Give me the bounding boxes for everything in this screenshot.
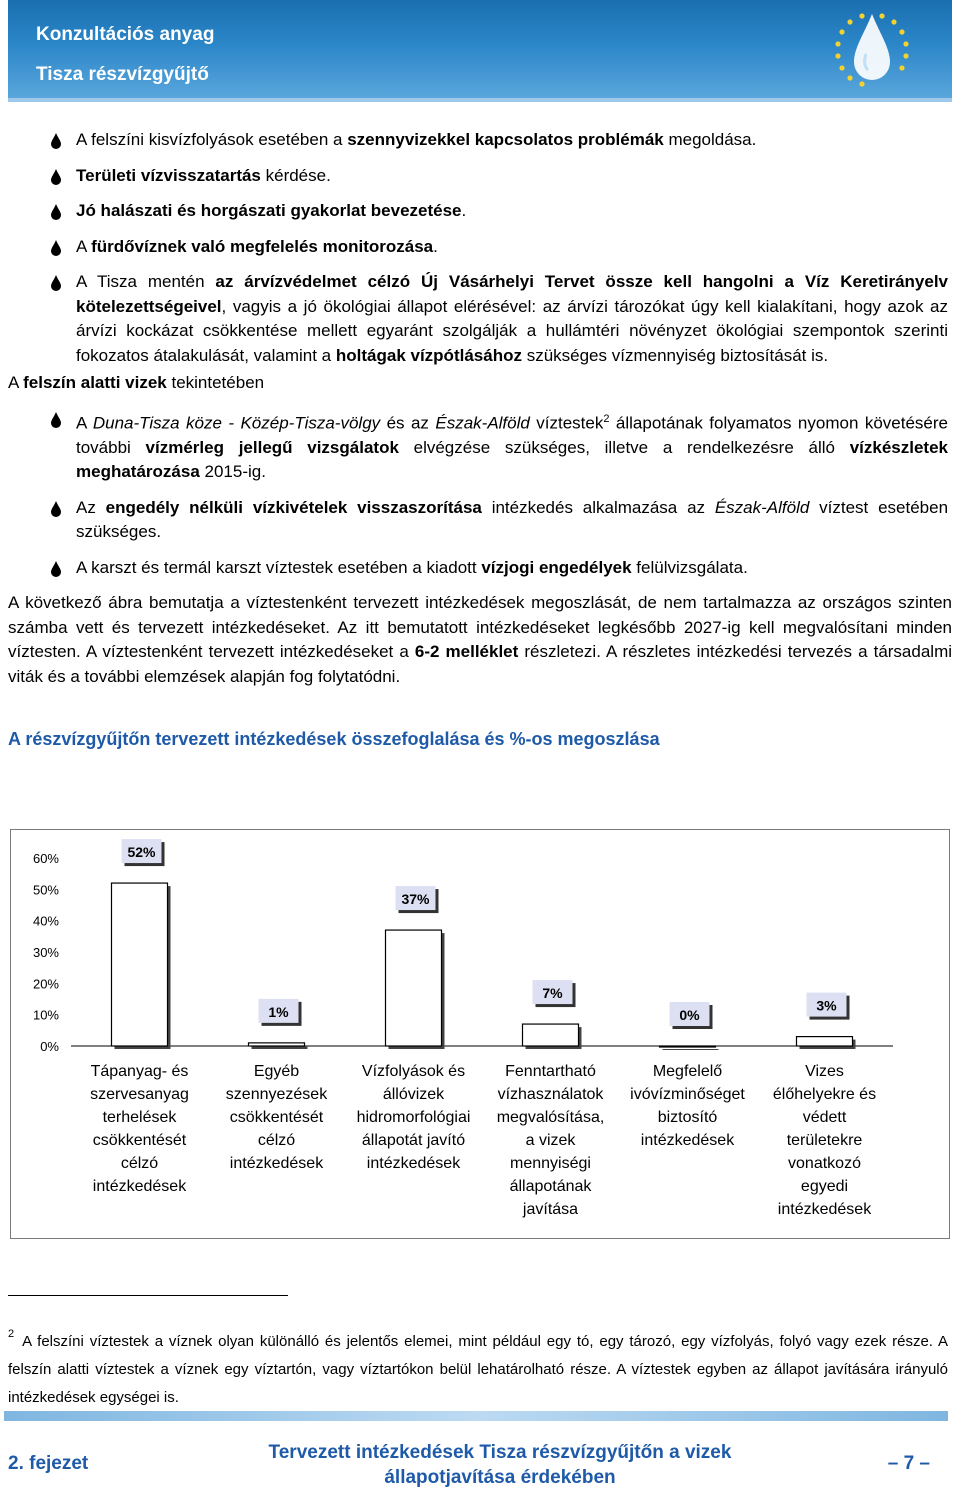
header-subtitle: Tisza részvízgyűjtő	[36, 64, 209, 85]
text-run: holtágak vízpótlásához	[335, 345, 522, 365]
category-label-line: intézkedések	[777, 1201, 872, 1218]
bar	[249, 1043, 305, 1046]
text-run: A felszíni kisvízfolyások esetében a	[76, 130, 348, 149]
category-label-line: csökkentését	[92, 1132, 187, 1149]
bullet-item	[0, 235, 960, 260]
text-run: A következő ábra bemutatja a víztestenként tervezett intézkedések megoszlását, de nem tartalmazza az országos szinten számba vett és tervezett intézkedéseket. Az itt bemutatott intézkedéseket legkésőbb 2027-ig kell megvalósítani minden víztesten. A víztestenként tervezett intézkedéseket a	[8, 593, 952, 662]
bar	[386, 930, 442, 1046]
text-run: részletezi. A részletes intézkedési tervezés a társadalmi viták és a további elemzések alapján fog folytatódni.	[8, 642, 953, 686]
category-label-line: ivóvízminőséget	[630, 1086, 745, 1103]
text-run: állapotának folyamatos nyomon követésére további	[76, 413, 948, 457]
data-label: 1%	[268, 1003, 289, 1020]
bullet-item	[0, 407, 960, 485]
y-tick-label: 20%	[32, 976, 59, 992]
text-run: 6-2 melléklet	[414, 642, 519, 662]
category-label	[344, 1060, 484, 1175]
bullet-item	[0, 270, 960, 368]
page-number: – 7 –	[887, 1453, 930, 1474]
y-tick-label: 50%	[32, 882, 59, 898]
category-label-line: Egyéb	[253, 1063, 300, 1080]
category-label-line: élőhelyekre és	[772, 1086, 877, 1103]
category-label-line: biztosító	[657, 1109, 718, 1126]
text-run: elvégzése szükséges, illetve a rendelkezésre álló	[398, 437, 850, 457]
chart-frame	[10, 829, 950, 1239]
category-label-line: vízhasználatok	[497, 1086, 604, 1103]
text-run: A Tisza mentén	[76, 272, 216, 291]
text-run: megoldása.	[663, 130, 757, 149]
footnote-divider	[8, 1295, 288, 1296]
category-label-line: Tápanyag- és	[90, 1063, 189, 1080]
category-label-line: szervesanyag	[90, 1086, 189, 1103]
category-label	[207, 1060, 347, 1175]
text-run: vízjogi engedélyek	[481, 557, 632, 577]
text-run: , vagyis a jó ökológiai állapot elérésével: az árvízi tározókat úgy kell kialakítani, hogy azok az árvízi kockázat csökkentése mellett egyaránt szolgálják a hullámtéri növényzet ökológiai szempontok szerinti fokozatos átalakulását, valamint a	[76, 296, 948, 365]
footnote-text: A felszíni víztestek a víznek olyan különálló és jelentős elemei, mint például egy tó, egy tározó, egy vízfolyás, folyó vagy ezek része. A felszín alatti víztestek a víznek egy víztartón, vagy víztartókon belül lehatárolható része. A víztestek egyben az állapot javítására irányuló intézkedések egységei is.	[8, 1333, 948, 1406]
text-run: vízmérleg jellegű vizsgálatok	[145, 437, 399, 457]
text-run: 2	[603, 412, 610, 425]
text-run: víztestek	[529, 413, 604, 433]
bullet-item	[0, 128, 960, 153]
category-label-line: állapotának	[509, 1178, 592, 1195]
bullet-item	[0, 556, 960, 581]
footer-title-line2: állapotjavítása érdekében	[384, 1467, 616, 1488]
drop-bullet-icon	[50, 412, 62, 428]
footnote-number: 2	[8, 1328, 15, 1340]
main-content	[0, 128, 960, 752]
category-label-line: egyedi	[800, 1178, 849, 1195]
bullet-list-subsurface	[0, 407, 960, 581]
category-label-line: intézkedések	[640, 1132, 735, 1149]
y-tick-label: 40%	[32, 913, 59, 929]
bar	[523, 1024, 579, 1046]
text-run: Észak-Alföld	[714, 497, 810, 517]
drop-bullet-icon	[50, 133, 62, 149]
bullet-item	[0, 199, 960, 224]
footer-bar	[4, 1411, 948, 1421]
page-header	[8, 0, 952, 102]
data-label: 52%	[127, 844, 156, 861]
category-label-line: mennyiségi	[510, 1155, 591, 1172]
category-label-line: intézkedések	[92, 1178, 187, 1195]
category-label-line: Vizes	[805, 1063, 844, 1080]
category-label-line: a vizek	[525, 1132, 576, 1149]
drop-bullet-icon	[50, 561, 62, 577]
category-label-line: hidromorfológiai	[356, 1109, 471, 1126]
category-label-line: javítása	[522, 1201, 579, 1218]
eu-water-drop-logo-icon	[802, 4, 942, 96]
bar-shadow	[663, 1049, 719, 1050]
category-label-line: intézkedések	[366, 1155, 461, 1172]
category-label-line: védett	[802, 1109, 847, 1126]
text-run: Duna-Tisza köze - Közép-Tisza-völgy	[92, 413, 381, 433]
y-tick-label: 60%	[32, 851, 59, 866]
data-label: 0%	[679, 1007, 700, 1023]
footnote	[8, 1320, 948, 1412]
category-label-line: Fenntartható	[505, 1063, 596, 1080]
drop-bullet-icon	[50, 501, 62, 517]
intro-paragraph	[0, 591, 960, 689]
text-run: és az	[380, 413, 436, 433]
bullet-item	[0, 496, 960, 545]
text-run: Észak-Alföld	[435, 413, 530, 433]
text-run: A	[76, 236, 92, 256]
text-run: 2015-ig.	[199, 462, 266, 482]
text-run: A karszt és termál karszt víztestek esetében a kiadott	[76, 557, 482, 577]
text-run: A	[8, 373, 24, 392]
text-run: Jó halászati és horgászati gyakorlat bevezetése	[76, 201, 462, 220]
footer-title	[210, 1440, 790, 1490]
text-run: szükséges vízmennyiség biztosítását is.	[521, 345, 829, 365]
category-label-line: Vízfolyások és	[361, 1063, 466, 1080]
y-tick-label: 30%	[32, 945, 59, 960]
drop-bullet-icon	[50, 240, 62, 256]
footer-title-line1: Tervezett intézkedések Tisza részvízgyűjtőn a vizek	[268, 1442, 732, 1463]
category-label	[755, 1060, 895, 1221]
bar	[112, 883, 168, 1046]
category-label-line: állapotát javító	[361, 1132, 466, 1149]
bullet-item	[0, 164, 960, 189]
category-label	[618, 1060, 758, 1152]
bar	[797, 1037, 853, 1046]
category-label-line: csökkentését	[229, 1109, 324, 1126]
text-run: engedély nélküli vízkivételek visszaszorítása	[105, 497, 482, 517]
data-label: 3%	[816, 997, 837, 1014]
category-label-line: szennyezések	[225, 1086, 328, 1103]
category-label-line: terhelések	[102, 1109, 177, 1126]
text-run: vízkészletek meghatározása	[76, 437, 948, 482]
category-label-line: vonatkozó	[788, 1155, 861, 1172]
text-run: fürdővíznek való megfelelés monitorozása	[91, 236, 434, 256]
text-run: intézkedés alkalmazása az	[481, 497, 715, 517]
text-run: .	[433, 236, 438, 256]
y-tick-label: 10%	[32, 1007, 59, 1023]
text-run: Az	[76, 497, 106, 517]
bullet-list-top	[0, 128, 960, 368]
text-run: szennyvizekkel kapcsolatos problémák	[347, 130, 664, 149]
category-label-line: Megfelelő	[652, 1063, 723, 1080]
data-label: 37%	[401, 891, 430, 908]
drop-bullet-icon	[50, 204, 62, 220]
category-label-line: célzó	[120, 1155, 159, 1172]
header-title: Konzultációs anyag	[36, 24, 215, 45]
chart-title: A részvízgyűjtőn tervezett intézkedések összefoglalása és %-os megoszlása	[8, 729, 660, 750]
category-label-line: megvalósítása,	[496, 1109, 605, 1126]
text-run: tekintetében	[166, 373, 265, 392]
drop-bullet-icon	[50, 275, 62, 291]
footer-chapter: 2. fejezet	[8, 1453, 89, 1474]
text-run: kérdése.	[260, 165, 331, 185]
text-run: felszín alatti vizek	[23, 373, 167, 392]
bar	[660, 1046, 716, 1047]
category-label	[70, 1060, 210, 1198]
drop-bullet-icon	[50, 169, 62, 185]
text-run: felülvizsgálata.	[631, 557, 748, 577]
category-label-line: területekre	[786, 1132, 863, 1149]
category-label-line: célzó	[257, 1132, 296, 1149]
text-run: az árvízvédelmet célzó Új Vásárhelyi Tervet össze kell hangolni a Víz Keretirányelv kötelezettségeivel	[76, 272, 948, 316]
data-label: 7%	[542, 985, 563, 1002]
text-run: .	[461, 201, 467, 220]
category-label-line: intézkedések	[229, 1155, 324, 1172]
category-label-line: állóvizek	[382, 1086, 445, 1103]
text-run: A	[76, 413, 93, 433]
text-run: Területi vízvisszatartás	[76, 165, 261, 185]
category-label	[481, 1060, 621, 1221]
y-tick-label: 0%	[40, 1039, 59, 1054]
text-run: víztest esetében szükséges.	[76, 497, 949, 542]
subsurface-heading	[0, 371, 960, 396]
